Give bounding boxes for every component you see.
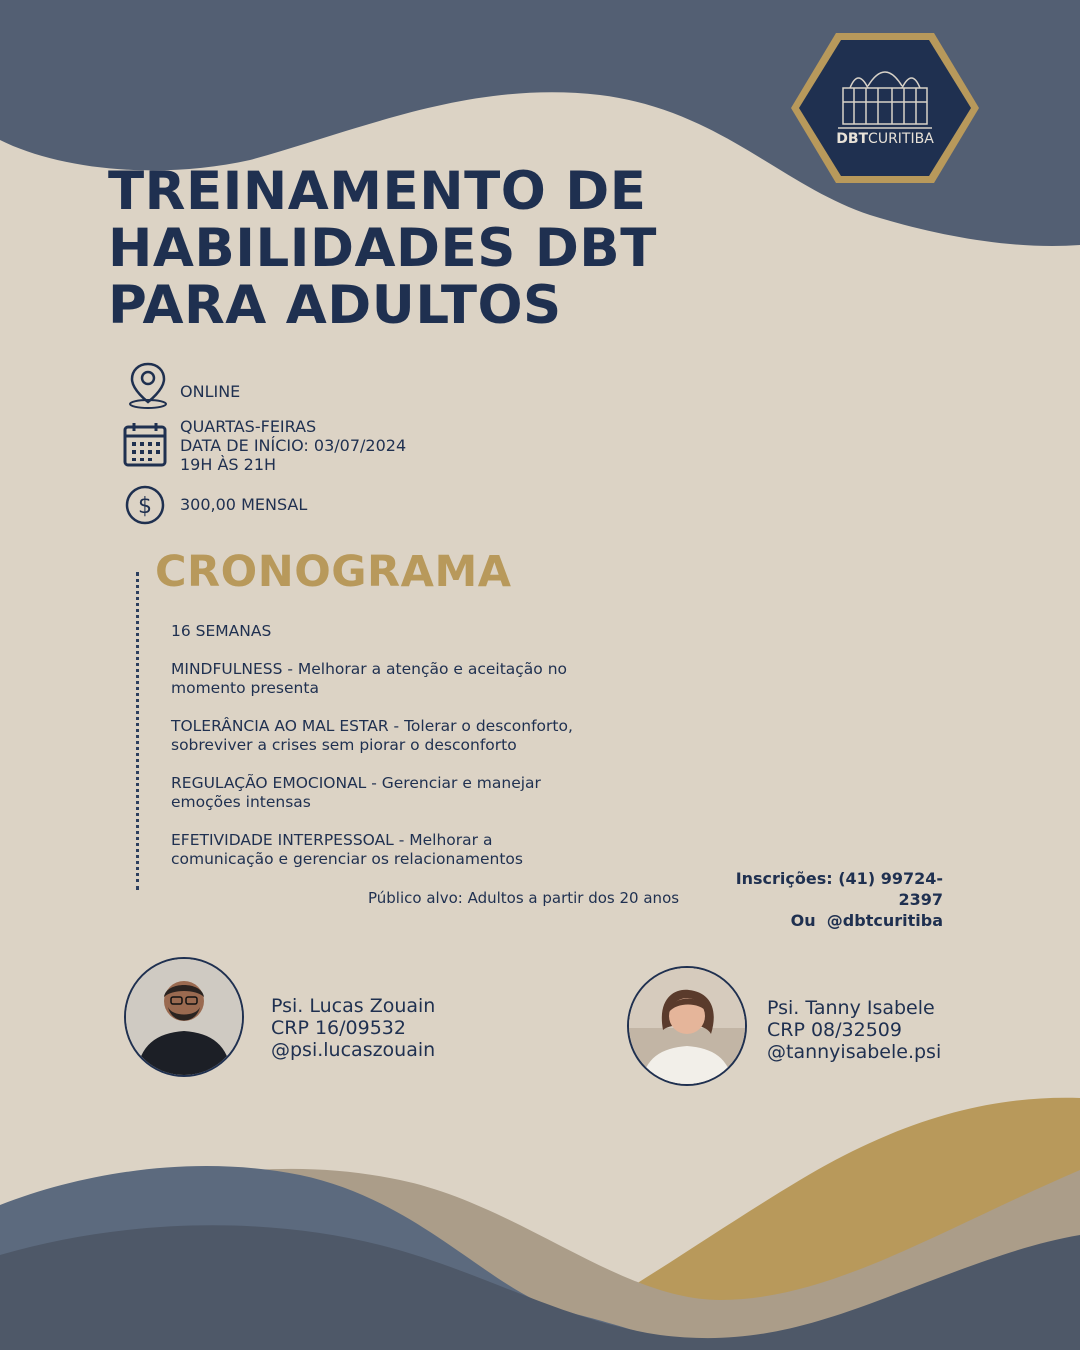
psychologist-2-info [767, 997, 941, 1063]
list-item: REGULAÇÃO EMOCIONAL - Gerenciar e manejar emoções intensas [171, 773, 541, 811]
logo-brand-light: CURITIBA [868, 131, 934, 147]
timeline-dotted-line [136, 572, 139, 890]
logo-brand-bold: DBT [836, 131, 869, 147]
title-line-3: PARA ADULTOS [108, 275, 562, 336]
schedule-time: 19H ÀS 21H [180, 455, 277, 474]
registration-phone: Inscrições: (41) 99724-2397 [735, 869, 943, 909]
logo [788, 30, 982, 186]
title-line-1: TREINAMENTO DE [108, 161, 647, 222]
psychologist-handle: @tannyisabele.psi [767, 1041, 942, 1063]
cronograma-heading: CRONOGRAMA [155, 547, 512, 597]
psychologist-name: Psi. Tanny Isabele [767, 997, 935, 1019]
location-pin-icon [125, 360, 171, 410]
calendar-icon [122, 421, 168, 469]
psychologist-crp: CRP 08/32509 [767, 1019, 902, 1041]
schedule-list [171, 622, 651, 888]
psychologist-handle: @psi.lucaszouain [271, 1039, 436, 1061]
avatar [124, 957, 244, 1077]
weeks-count: 16 SEMANAS [171, 622, 272, 640]
schedule-start-date: DATA DE INÍCIO: 03/07/2024 [180, 436, 407, 455]
psychologist-name: Psi. Lucas Zouain [271, 995, 436, 1017]
list-item: TOLERÂNCIA AO MAL ESTAR - Tolerar o desconforto, sobreviver a crises sem piorar o desconforto [171, 716, 573, 754]
psychologist-crp: CRP 16/09532 [271, 1017, 406, 1039]
registration-handle: Ou @dbtcuritiba [790, 911, 943, 930]
registration-info [700, 868, 943, 931]
title-line-2: HABILIDADES DBT [108, 218, 657, 279]
price-text: 300,00 MENSAL [180, 495, 308, 514]
target-audience: Público alvo: Adultos a partir dos 20 anos [368, 889, 680, 907]
schedule-text [180, 417, 406, 474]
location-text: ONLINE [180, 382, 241, 401]
list-item: MINDFULNESS - Melhorar a atenção e aceitação no momento presenta [171, 659, 568, 697]
avatar [627, 966, 747, 1086]
page-title [108, 163, 657, 334]
svg-text:$: $ [138, 494, 152, 519]
dollar-icon [124, 484, 168, 526]
list-item: EFETIVIDADE INTERPESSOAL - Melhorar a comunicação e gerenciar os relacionamentos [171, 830, 523, 868]
psychologist-1-info [271, 995, 435, 1061]
schedule-day: QUARTAS-FEIRAS [180, 417, 317, 436]
